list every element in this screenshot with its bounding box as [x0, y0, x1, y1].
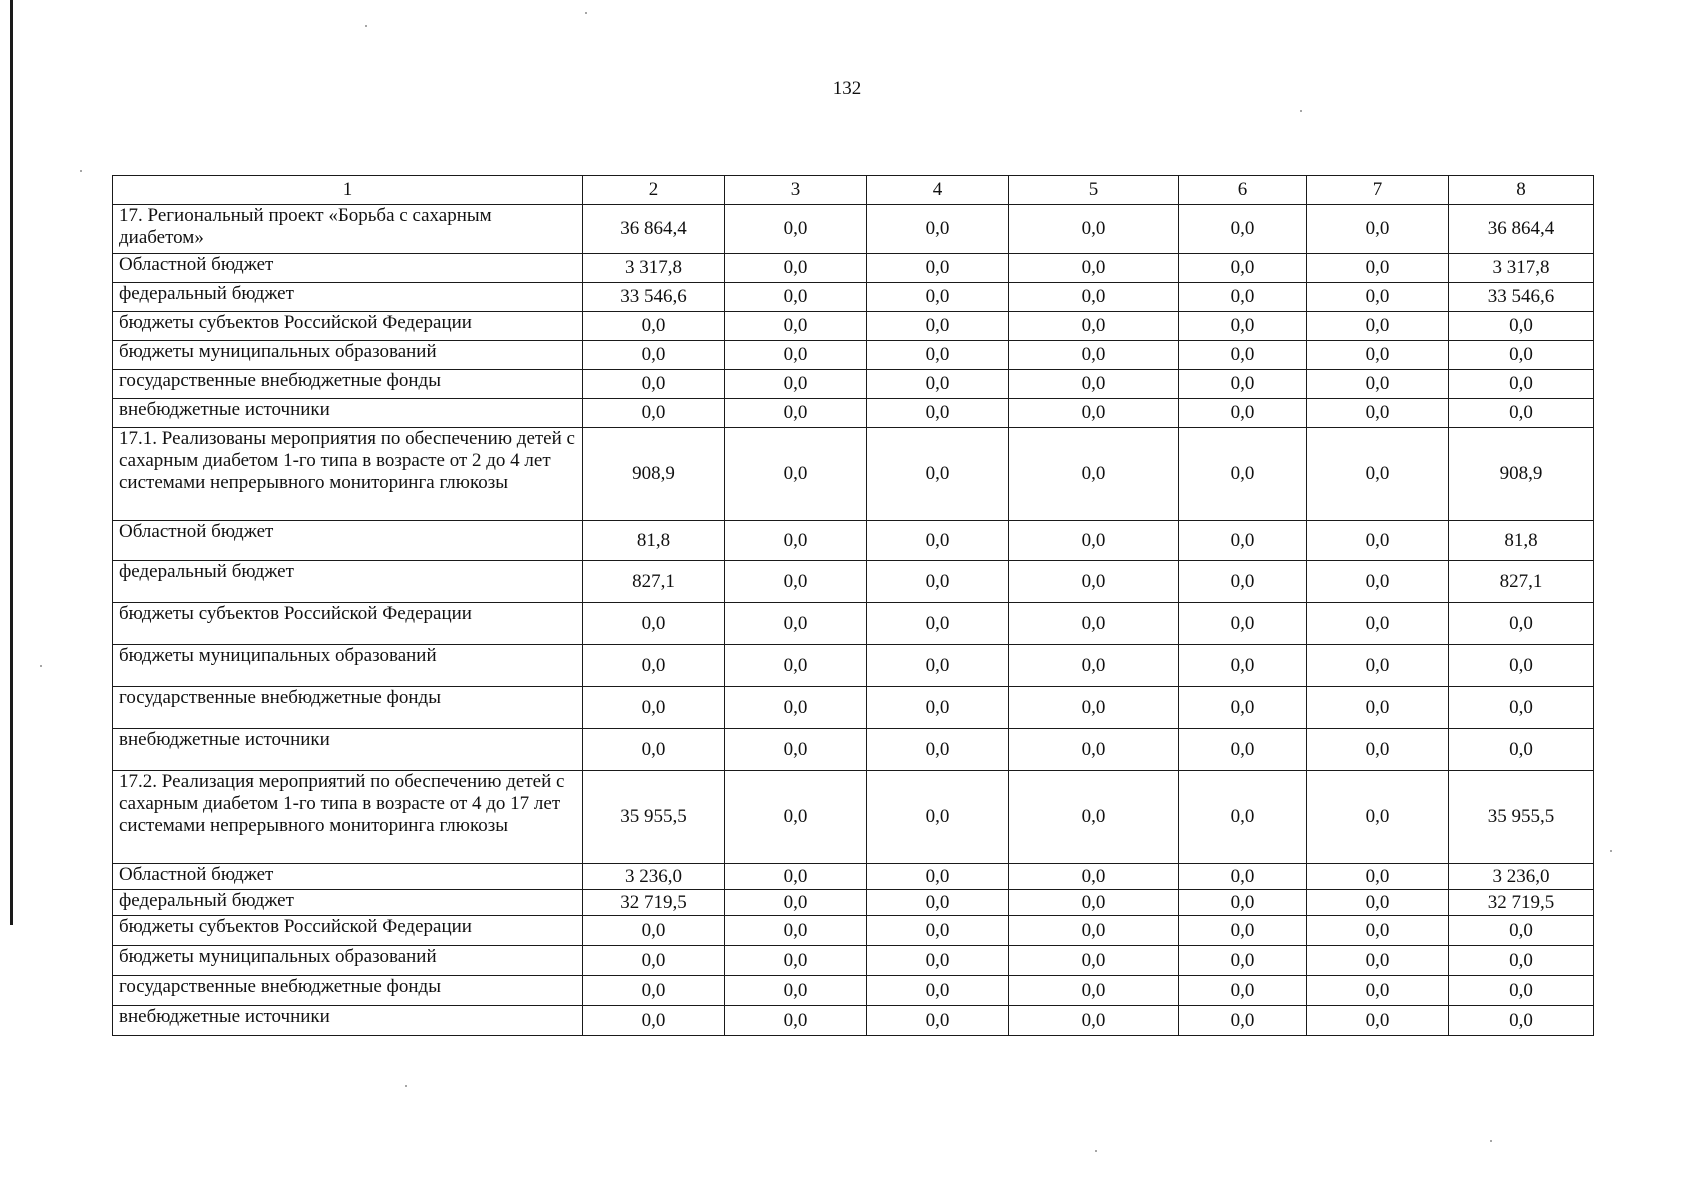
value-cell: 0,0	[1449, 312, 1594, 341]
value-cell: 0,0	[1179, 771, 1307, 864]
table-row	[113, 341, 1594, 370]
row-label: бюджеты муниципальных образований	[113, 645, 583, 687]
value-cell: 0,0	[1179, 916, 1307, 946]
value-cell: 0,0	[1179, 370, 1307, 399]
table-row	[113, 946, 1594, 976]
value-cell: 32 719,5	[583, 890, 725, 916]
table-row	[113, 729, 1594, 771]
column-number-cell: 3	[725, 176, 867, 205]
value-cell: 0,0	[1307, 370, 1449, 399]
value-cell: 0,0	[725, 370, 867, 399]
value-cell: 0,0	[1179, 890, 1307, 916]
scan-speck	[1300, 110, 1302, 112]
value-cell: 0,0	[583, 1006, 725, 1036]
value-cell: 0,0	[725, 428, 867, 521]
value-cell: 0,0	[1179, 205, 1307, 254]
column-number-cell: 4	[867, 176, 1009, 205]
value-cell: 827,1	[1449, 561, 1594, 603]
table-row	[113, 976, 1594, 1006]
value-cell: 0,0	[1009, 603, 1179, 645]
value-cell: 0,0	[1449, 976, 1594, 1006]
value-cell: 32 719,5	[1449, 890, 1594, 916]
value-cell: 0,0	[1179, 341, 1307, 370]
column-number-cell: 7	[1307, 176, 1449, 205]
value-cell: 0,0	[1307, 1006, 1449, 1036]
row-label: государственные внебюджетные фонды	[113, 976, 583, 1006]
value-cell: 908,9	[583, 428, 725, 521]
row-label: государственные внебюджетные фонды	[113, 687, 583, 729]
value-cell: 0,0	[867, 645, 1009, 687]
value-cell: 0,0	[725, 976, 867, 1006]
value-cell: 0,0	[867, 399, 1009, 428]
row-label: государственные внебюджетные фонды	[113, 370, 583, 399]
value-cell: 0,0	[1009, 645, 1179, 687]
value-cell: 0,0	[867, 341, 1009, 370]
value-cell: 0,0	[867, 771, 1009, 864]
table-row	[113, 399, 1594, 428]
value-cell: 908,9	[1449, 428, 1594, 521]
table-row	[113, 1006, 1594, 1036]
value-cell: 0,0	[583, 916, 725, 946]
value-cell: 0,0	[725, 341, 867, 370]
value-cell: 0,0	[1449, 370, 1594, 399]
value-cell: 0,0	[1307, 687, 1449, 729]
row-label: Областной бюджет	[113, 254, 583, 283]
value-cell: 0,0	[1307, 976, 1449, 1006]
value-cell: 0,0	[1307, 946, 1449, 976]
value-cell: 0,0	[725, 687, 867, 729]
value-cell: 0,0	[725, 1006, 867, 1036]
value-cell: 0,0	[1307, 645, 1449, 687]
column-number-cell: 5	[1009, 176, 1179, 205]
value-cell: 0,0	[725, 561, 867, 603]
value-cell: 0,0	[1009, 1006, 1179, 1036]
value-cell: 827,1	[583, 561, 725, 603]
value-cell: 0,0	[583, 729, 725, 771]
value-cell: 36 864,4	[1449, 205, 1594, 254]
budget-table	[112, 175, 1594, 1036]
value-cell: 0,0	[867, 890, 1009, 916]
value-cell: 0,0	[1307, 521, 1449, 561]
value-cell: 3 317,8	[1449, 254, 1594, 283]
value-cell: 0,0	[1179, 976, 1307, 1006]
value-cell: 35 955,5	[583, 771, 725, 864]
value-cell: 0,0	[867, 946, 1009, 976]
row-label: федеральный бюджет	[113, 890, 583, 916]
value-cell: 0,0	[1009, 946, 1179, 976]
value-cell: 0,0	[1179, 603, 1307, 645]
value-cell: 3 236,0	[1449, 864, 1594, 890]
table-row	[113, 890, 1594, 916]
value-cell: 0,0	[583, 687, 725, 729]
scan-speck	[1610, 850, 1612, 852]
value-cell: 0,0	[867, 254, 1009, 283]
scan-speck	[80, 170, 82, 172]
value-cell: 0,0	[867, 729, 1009, 771]
value-cell: 0,0	[583, 645, 725, 687]
value-cell: 0,0	[1009, 283, 1179, 312]
column-number-cell: 8	[1449, 176, 1594, 205]
value-cell: 0,0	[1449, 946, 1594, 976]
row-label: бюджеты муниципальных образований	[113, 341, 583, 370]
value-cell: 0,0	[583, 976, 725, 1006]
column-number-cell: 1	[113, 176, 583, 205]
value-cell: 0,0	[1179, 645, 1307, 687]
row-label: бюджеты муниципальных образований	[113, 946, 583, 976]
value-cell: 0,0	[1307, 341, 1449, 370]
scan-left-edge	[10, 0, 13, 925]
value-cell: 0,0	[1179, 312, 1307, 341]
value-cell: 0,0	[1307, 864, 1449, 890]
table-row	[113, 771, 1594, 864]
value-cell: 0,0	[1009, 399, 1179, 428]
value-cell: 0,0	[1307, 312, 1449, 341]
value-cell: 0,0	[1179, 946, 1307, 976]
value-cell: 0,0	[1179, 399, 1307, 428]
table-row	[113, 521, 1594, 561]
value-cell: 36 864,4	[583, 205, 725, 254]
row-label: Областной бюджет	[113, 521, 583, 561]
value-cell: 0,0	[1009, 254, 1179, 283]
table-row	[113, 864, 1594, 890]
row-label: внебюджетные источники	[113, 399, 583, 428]
value-cell: 0,0	[1009, 205, 1179, 254]
value-cell: 0,0	[725, 645, 867, 687]
value-cell: 35 955,5	[1449, 771, 1594, 864]
value-cell: 0,0	[1307, 254, 1449, 283]
scan-speck	[40, 665, 42, 667]
row-label: Областной бюджет	[113, 864, 583, 890]
value-cell: 0,0	[867, 687, 1009, 729]
value-cell: 0,0	[725, 312, 867, 341]
table-row	[113, 561, 1594, 603]
value-cell: 0,0	[1009, 864, 1179, 890]
value-cell: 0,0	[867, 976, 1009, 1006]
value-cell: 0,0	[583, 370, 725, 399]
row-label: федеральный бюджет	[113, 561, 583, 603]
scan-speck	[585, 12, 587, 14]
value-cell: 0,0	[1009, 916, 1179, 946]
table-row	[113, 254, 1594, 283]
value-cell: 0,0	[867, 283, 1009, 312]
value-cell: 0,0	[583, 603, 725, 645]
value-cell: 0,0	[1179, 254, 1307, 283]
value-cell: 81,8	[1449, 521, 1594, 561]
value-cell: 0,0	[867, 864, 1009, 890]
page-number: 132	[832, 78, 862, 99]
value-cell: 0,0	[867, 312, 1009, 341]
row-label: бюджеты субъектов Российской Федерации	[113, 916, 583, 946]
value-cell: 0,0	[867, 1006, 1009, 1036]
row-label: внебюджетные источники	[113, 1006, 583, 1036]
value-cell: 0,0	[725, 771, 867, 864]
value-cell: 0,0	[583, 399, 725, 428]
value-cell: 81,8	[583, 521, 725, 561]
value-cell: 0,0	[1009, 687, 1179, 729]
value-cell: 0,0	[725, 283, 867, 312]
table-row	[113, 283, 1594, 312]
value-cell: 33 546,6	[583, 283, 725, 312]
value-cell: 0,0	[725, 399, 867, 428]
row-label: 17.2. Реализация мероприятий по обеспечению детей с сахарным диабетом 1-го типа в возрасте от 4 до 17 лет системами непрерывного мониторинга глюкозы	[113, 771, 583, 864]
value-cell: 0,0	[1009, 771, 1179, 864]
table-row	[113, 687, 1594, 729]
value-cell: 0,0	[1009, 428, 1179, 521]
value-cell: 0,0	[1179, 521, 1307, 561]
value-cell: 0,0	[1307, 890, 1449, 916]
column-number-row	[113, 176, 1594, 205]
value-cell: 33 546,6	[1449, 283, 1594, 312]
value-cell: 0,0	[1179, 1006, 1307, 1036]
value-cell: 0,0	[725, 890, 867, 916]
table-row	[113, 645, 1594, 687]
scan-speck	[1490, 1140, 1492, 1142]
value-cell: 0,0	[583, 312, 725, 341]
value-cell: 0,0	[1009, 890, 1179, 916]
value-cell: 0,0	[1307, 561, 1449, 603]
value-cell: 0,0	[1449, 729, 1594, 771]
scan-speck	[405, 1085, 407, 1087]
value-cell: 0,0	[725, 254, 867, 283]
value-cell: 0,0	[725, 521, 867, 561]
value-cell: 0,0	[1449, 399, 1594, 428]
scan-speck	[365, 25, 367, 27]
budget-table-body	[113, 176, 1594, 1036]
value-cell: 0,0	[867, 603, 1009, 645]
value-cell: 0,0	[1179, 428, 1307, 521]
value-cell: 0,0	[867, 370, 1009, 399]
value-cell: 0,0	[1307, 205, 1449, 254]
value-cell: 0,0	[1449, 916, 1594, 946]
row-label: внебюджетные источники	[113, 729, 583, 771]
value-cell: 0,0	[1179, 561, 1307, 603]
value-cell: 0,0	[1307, 603, 1449, 645]
column-number-cell: 2	[583, 176, 725, 205]
value-cell: 3 317,8	[583, 254, 725, 283]
value-cell: 0,0	[1009, 370, 1179, 399]
table-row	[113, 916, 1594, 946]
row-label: бюджеты субъектов Российской Федерации	[113, 312, 583, 341]
table-row	[113, 428, 1594, 521]
value-cell: 0,0	[1307, 771, 1449, 864]
value-cell: 0,0	[725, 864, 867, 890]
scan-speck	[1095, 1150, 1097, 1152]
value-cell: 0,0	[725, 205, 867, 254]
value-cell: 0,0	[1009, 561, 1179, 603]
row-label: федеральный бюджет	[113, 283, 583, 312]
value-cell: 0,0	[1449, 687, 1594, 729]
value-cell: 0,0	[725, 916, 867, 946]
value-cell: 0,0	[867, 916, 1009, 946]
value-cell: 0,0	[1179, 687, 1307, 729]
value-cell: 0,0	[583, 341, 725, 370]
value-cell: 0,0	[1307, 283, 1449, 312]
value-cell: 0,0	[725, 729, 867, 771]
column-number-cell: 6	[1179, 176, 1307, 205]
value-cell: 0,0	[867, 521, 1009, 561]
table-row	[113, 312, 1594, 341]
row-label: бюджеты субъектов Российской Федерации	[113, 603, 583, 645]
value-cell: 0,0	[867, 561, 1009, 603]
value-cell: 0,0	[1009, 976, 1179, 1006]
value-cell: 0,0	[1449, 603, 1594, 645]
value-cell: 0,0	[1009, 729, 1179, 771]
value-cell: 0,0	[1449, 645, 1594, 687]
value-cell: 0,0	[1179, 283, 1307, 312]
value-cell: 0,0	[1307, 428, 1449, 521]
table-row	[113, 205, 1594, 254]
value-cell: 0,0	[1179, 864, 1307, 890]
table-row	[113, 370, 1594, 399]
value-cell: 0,0	[1009, 521, 1179, 561]
value-cell: 0,0	[1307, 729, 1449, 771]
value-cell: 0,0	[867, 428, 1009, 521]
value-cell: 3 236,0	[583, 864, 725, 890]
value-cell: 0,0	[1449, 1006, 1594, 1036]
value-cell: 0,0	[725, 946, 867, 976]
row-label: 17.1. Реализованы мероприятия по обеспечению детей с сахарным диабетом 1-го типа в возрасте от 2 до 4 лет системами непрерывного мониторинга глюкозы	[113, 428, 583, 521]
value-cell: 0,0	[583, 946, 725, 976]
value-cell: 0,0	[725, 603, 867, 645]
value-cell: 0,0	[867, 205, 1009, 254]
value-cell: 0,0	[1307, 399, 1449, 428]
value-cell: 0,0	[1009, 341, 1179, 370]
value-cell: 0,0	[1009, 312, 1179, 341]
table-row	[113, 603, 1594, 645]
value-cell: 0,0	[1179, 729, 1307, 771]
row-label: 17. Региональный проект «Борьба с сахарным диабетом»	[113, 205, 583, 254]
value-cell: 0,0	[1449, 341, 1594, 370]
value-cell: 0,0	[1307, 916, 1449, 946]
